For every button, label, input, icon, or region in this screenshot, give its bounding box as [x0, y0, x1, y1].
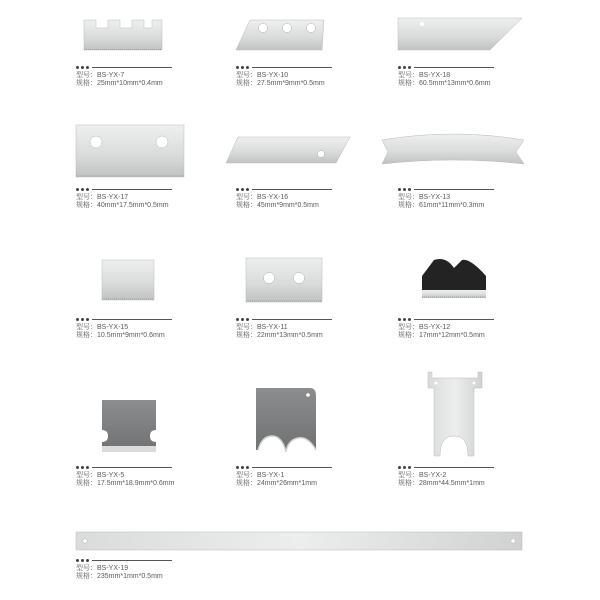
product-item — [398, 14, 548, 94]
spec-text: 规格：25mm*10mm*0.4mm — [76, 80, 163, 87]
model-text: 型号：BS-YX-17 — [76, 194, 129, 201]
blade-image — [236, 258, 346, 308]
product-item — [226, 137, 376, 217]
product-item — [236, 14, 386, 94]
spec-text: 规格：17mm*12mm*0.5mm — [398, 332, 485, 339]
product-item — [378, 132, 528, 217]
product-item — [76, 258, 226, 348]
product-item — [76, 125, 226, 215]
blade-image — [76, 125, 186, 185]
model-text: 型号：BS-YX-10 — [236, 72, 289, 79]
product-item — [236, 258, 386, 348]
spec-text: 规格：60.5mm*13mm*0.6mm — [398, 80, 491, 87]
model-text: 型号：BS-YX-7 — [76, 72, 125, 79]
model-text: 型号：BS-YX-1 — [236, 472, 285, 479]
blade-image — [226, 137, 356, 167]
blade-image — [398, 370, 508, 460]
spec-text: 规格：22mm*13mm*0.5mm — [236, 332, 323, 339]
spec-text: 规格：235mm*1mm*0.5mm — [76, 573, 163, 580]
spec-text: 规格：28mm*44.5mm*1mm — [398, 480, 485, 487]
blade-image — [76, 14, 176, 54]
spec-text: 规格：27.5mm*9mm*0.5mm — [236, 80, 325, 87]
spec-text: 规格：40mm*17.5mm*0.5mm — [76, 202, 169, 209]
spec-text: 规格：10.5mm*9mm*0.6mm — [76, 332, 165, 339]
blade-image — [76, 258, 186, 308]
model-text: 型号：BS-YX-13 — [398, 194, 451, 201]
blade-image — [76, 532, 526, 552]
spec-text: 规格：17.5mm*18.9mm*0.6mm — [76, 480, 175, 487]
model-text: 型号：BS-YX-16 — [236, 194, 289, 201]
model-text: 型号：BS-YX-18 — [398, 72, 451, 79]
product-item — [76, 14, 226, 94]
product-item — [398, 254, 548, 349]
blade-image — [236, 14, 336, 54]
product-item — [76, 532, 526, 592]
blade-image — [378, 132, 528, 172]
model-text: 型号：BS-YX-19 — [76, 565, 129, 572]
product-item — [76, 396, 226, 491]
spec-text: 规格：61mm*11mm*0.3mm — [398, 202, 485, 209]
model-text: 型号：BS-YX-2 — [398, 472, 447, 479]
model-text: 型号：BS-YX-12 — [398, 324, 451, 331]
product-item — [398, 370, 548, 495]
model-text: 型号：BS-YX-15 — [76, 324, 129, 331]
product-item — [236, 384, 386, 494]
spec-text: 规格：24mm*26mm*1mm — [236, 480, 317, 487]
blade-image — [398, 14, 528, 54]
blade-image — [76, 396, 186, 456]
model-text: 型号：BS-YX-5 — [76, 472, 125, 479]
blade-image — [398, 254, 508, 304]
spec-text: 规格：45mm*9mm*0.5mm — [236, 202, 319, 209]
blade-image — [236, 384, 346, 459]
model-text: 型号：BS-YX-11 — [236, 324, 288, 331]
